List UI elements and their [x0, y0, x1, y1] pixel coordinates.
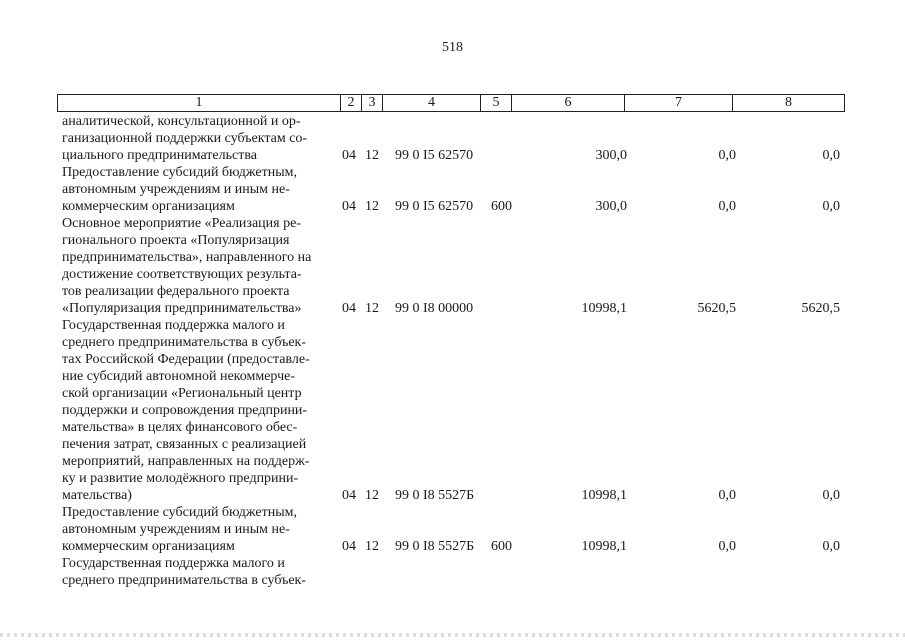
description-line: Государственная поддержка малого и — [62, 318, 285, 333]
description-line: Предоставление субсидий бюджетным, — [62, 505, 298, 520]
cell-c6: 10998,1 — [581, 488, 627, 503]
column-header-4: 4 — [383, 95, 481, 112]
cell-c5: 600 — [491, 199, 512, 214]
cell-c7: 0,0 — [718, 539, 736, 554]
cell-c6: 300,0 — [595, 199, 627, 214]
cell-c7: 0,0 — [718, 199, 736, 214]
description-line: печения затрат, связанных с реализацией — [62, 437, 307, 452]
cell-c8: 0,0 — [822, 539, 840, 554]
description-line: автономным учреждениям и иным не- — [62, 522, 290, 537]
cell-c4: 99 0 I8 5527Б — [395, 539, 475, 554]
description-line: аналитической, консультационной и ор- — [62, 114, 301, 129]
column-header-1: 1 — [58, 95, 341, 112]
description-line: предпринимательства», направленного на — [62, 250, 312, 265]
column-header-5: 5 — [481, 95, 512, 112]
column-header-table — [57, 94, 845, 112]
cell-c3: 12 — [365, 148, 379, 163]
cell-c6: 10998,1 — [581, 539, 627, 554]
cell-c2: 04 — [342, 539, 356, 554]
cell-c6: 300,0 — [595, 148, 627, 163]
cell-c3: 12 — [365, 199, 379, 214]
description-line: ской организации «Региональный центр — [62, 386, 302, 401]
description-line: Предоставление субсидий бюджетным, — [62, 165, 298, 180]
description-line: циального предпринимательства — [62, 148, 257, 163]
page-number: 518 — [442, 40, 463, 55]
cell-c4: 99 0 I8 00000 — [395, 301, 474, 316]
cell-c2: 04 — [342, 199, 356, 214]
cell-c2: 04 — [342, 148, 356, 163]
description-line: гионального проекта «Популяризация — [62, 233, 290, 248]
description-line: ние субсидий автономной некоммерче- — [62, 369, 295, 384]
description-line: тов реализации федерального проекта — [62, 284, 290, 299]
description-line: достижение соответствующих результа- — [62, 267, 302, 282]
scan-artifact — [0, 633, 905, 637]
cell-c8: 0,0 — [822, 148, 840, 163]
row-description — [62, 215, 334, 317]
cell-c4: 99 0 I8 5527Б — [395, 488, 475, 503]
row-description — [62, 555, 334, 589]
cell-c2: 04 — [342, 488, 356, 503]
description-line: коммерческим организациям — [62, 539, 235, 554]
column-header-7: 7 — [625, 95, 733, 112]
description-line: ганизационной поддержки субъектам со- — [62, 131, 308, 146]
cell-c8: 0,0 — [822, 199, 840, 214]
description-line: среднего предпринимательства в субъек- — [62, 335, 307, 350]
cell-c4: 99 0 I5 62570 — [395, 199, 474, 214]
description-line: среднего предпринимательства в субъек- — [62, 573, 307, 588]
cell-c6: 10998,1 — [581, 301, 627, 316]
cell-c3: 12 — [365, 539, 379, 554]
cell-c5: 600 — [491, 539, 512, 554]
description-line: мательства» в целях финансового обес- — [62, 420, 298, 435]
cell-c8: 0,0 — [822, 488, 840, 503]
description-line: коммерческим организациям — [62, 199, 235, 214]
description-line: Основное мероприятие «Реализация ре- — [62, 216, 301, 231]
column-header-3: 3 — [362, 95, 383, 112]
cell-c7: 0,0 — [718, 488, 736, 503]
description-line: тах Российской Федерации (предоставле- — [62, 352, 310, 367]
description-line: поддержки и сопровождения предприни- — [62, 403, 308, 418]
cell-c7: 0,0 — [718, 148, 736, 163]
description-line: ку и развитие молодёжного предприни- — [62, 471, 299, 486]
description-line: «Популяризация предпринимательства» — [62, 301, 302, 316]
description-line: мательства) — [62, 488, 132, 503]
column-header-8: 8 — [733, 95, 845, 112]
row-description — [62, 164, 334, 215]
cell-c3: 12 — [365, 488, 379, 503]
cell-c2: 04 — [342, 301, 356, 316]
description-line: мероприятий, направленных на поддерж- — [62, 454, 310, 469]
description-line: Государственная поддержка малого и — [62, 556, 285, 571]
column-header-row — [58, 95, 845, 112]
row-description — [62, 504, 334, 555]
cell-c4: 99 0 I5 62570 — [395, 148, 474, 163]
row-description — [62, 113, 334, 164]
row-description — [62, 317, 334, 504]
column-header-6: 6 — [512, 95, 625, 112]
cell-c8: 5620,5 — [801, 301, 840, 316]
description-line: автономным учреждениям и иным не- — [62, 182, 290, 197]
column-header-2: 2 — [341, 95, 362, 112]
cell-c3: 12 — [365, 301, 379, 316]
cell-c7: 5620,5 — [697, 301, 736, 316]
